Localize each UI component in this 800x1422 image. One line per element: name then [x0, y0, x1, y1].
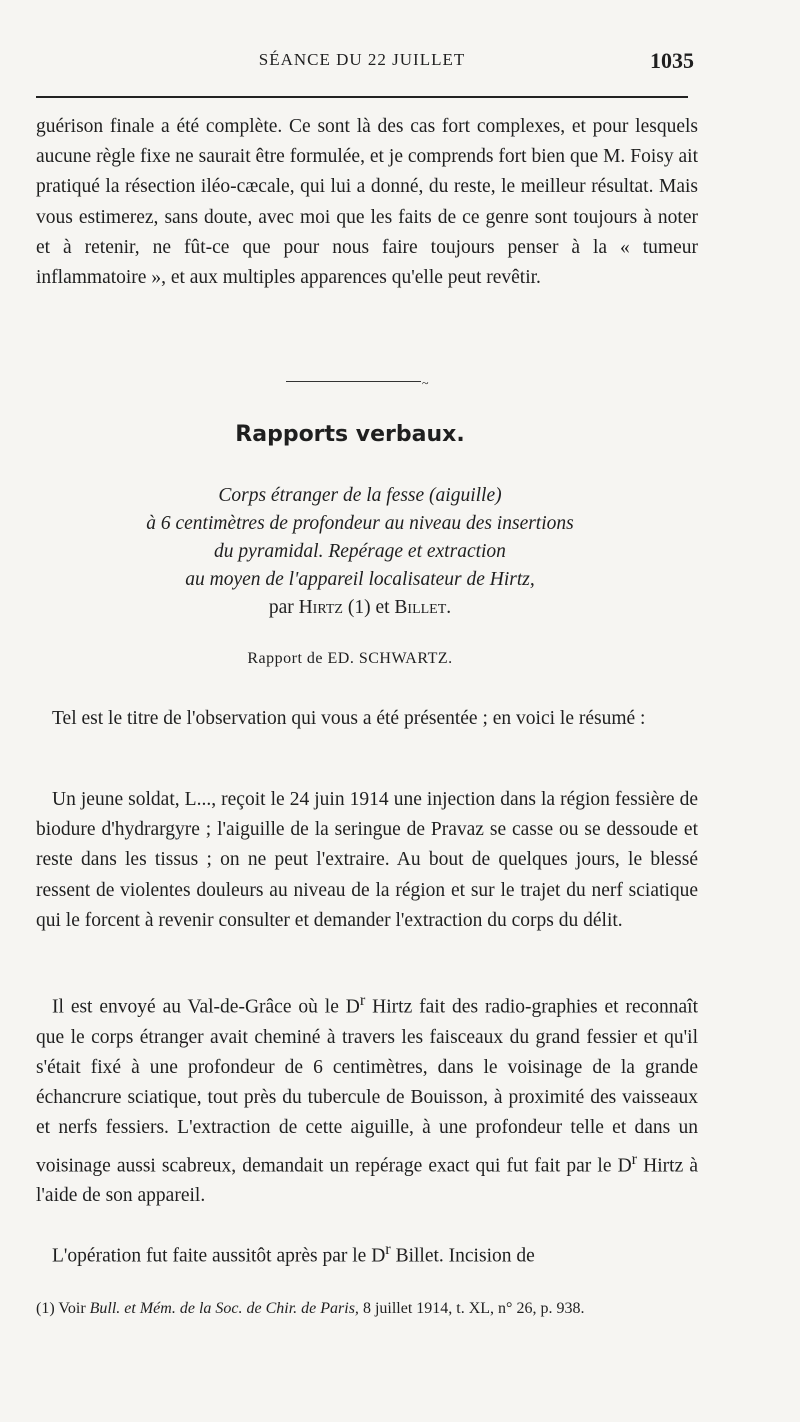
- page-number: 1035: [650, 48, 694, 73]
- text-run: Hirtz fait des radio-graphies et reconnaît que le corps étranger avait cheminé à travers les faisceaux du grand fessier et qu'il s'était fixé à une profondeur de 6 centimètres, dans le voisinage de la grande échancrure sciatique, tout près du tubercule de Bouisson, à proximité des vaisseaux et nerfs fessiers. L'extraction de cette aiguille, à une profondeur telle et dans un voisinage aussi scabreux, demandait un repérage exact qui fut fait par le D: [36, 996, 698, 1177]
- text-run: Billet. Incision de: [390, 1245, 535, 1267]
- running-header: [36, 48, 694, 80]
- footnote-text: Voir: [58, 1300, 86, 1317]
- footnote-reference: (1): [347, 597, 371, 618]
- author-name: Billet.: [394, 597, 452, 618]
- paragraph-operation: [36, 1234, 698, 1272]
- paragraph-radiography: [36, 985, 698, 1211]
- report-title-line: du pyramidal. Repérage et extraction: [214, 541, 506, 562]
- header-rule: [36, 96, 688, 98]
- footnote: [36, 1296, 688, 1322]
- paragraph-intro: Tel est le titre de l'observation qui vous a été présentée ; en voici le résumé :: [52, 708, 646, 729]
- text-run: Hirtz à l'aide de son appareil.: [36, 1155, 698, 1207]
- report-authors: [60, 594, 660, 622]
- report-title-line: à 6 centimètres de profondeur au niveau des insertions: [146, 513, 574, 534]
- paragraph-conclusion: guérison finale a été complète. Ce sont là des cas fort complexes, et pour lesquels aucune règle fixe ne saurait être formulée, et je comprends fort bien que M. Foisy ait pratiqué la résection iléo-cæcale, qui lui a donné, du reste, le meilleur résultat. Mais vous estimerez, sans doute, avec moi que les faits de ce genre sont toujours à noter et à retenir, ne fût-ce que pour nous faire toujours penser à la « tumeur inflammatoire », et aux multiples apparences qu'elle peut revêtir.: [36, 116, 698, 289]
- author-name: Hirtz: [298, 597, 343, 618]
- report-title-line: au moyen de l'appareil localisateur de Hirtz,: [185, 569, 535, 590]
- text-run: Il est envoyé au Val-de-Grâce où le D: [52, 996, 360, 1018]
- section-title: Rapports verbaux.: [235, 422, 465, 447]
- superscript: r: [359, 991, 366, 1009]
- authors-prefix: par: [268, 597, 294, 618]
- footnote-text: 8 juillet 1914, t. XL, n° 26, p. 938.: [362, 1300, 585, 1317]
- superscript: r: [631, 1149, 638, 1168]
- rapporteur-line: Rapport de ED. SCHWARTZ.: [247, 650, 453, 667]
- footnote-source: Bull. et Mém. de la Soc. de Chir. de Paris,: [89, 1300, 359, 1317]
- paragraph-case: Un jeune soldat, L..., reçoit le 24 juin 1914 une injection dans la région fessière de biodure d'hydrargyre ; l'aiguille de la seringue de Pravaz se casse ou se dessoude et reste dans les tissus ; on ne peut l'extraire. Au bout de quelques jours, le blessé ressent de violentes douleurs au niveau de la région et sur le trajet du nerf sciatique qui le forcent à revenir consulter et demander l'extraction du corps du délit.: [36, 789, 698, 931]
- report-title: [60, 482, 660, 622]
- footnote-number: (1): [36, 1300, 55, 1317]
- text-run: L'opération fut faite aussitôt après par le D: [52, 1245, 386, 1267]
- superscript: r: [385, 1240, 391, 1258]
- section-separator: ~: [286, 379, 456, 385]
- header-title: SÉANCE DU 22 JUILLET: [258, 50, 466, 69]
- report-title-line: Corps étranger de la fesse (aiguille): [218, 485, 502, 506]
- authors-conjunction: et: [375, 597, 390, 618]
